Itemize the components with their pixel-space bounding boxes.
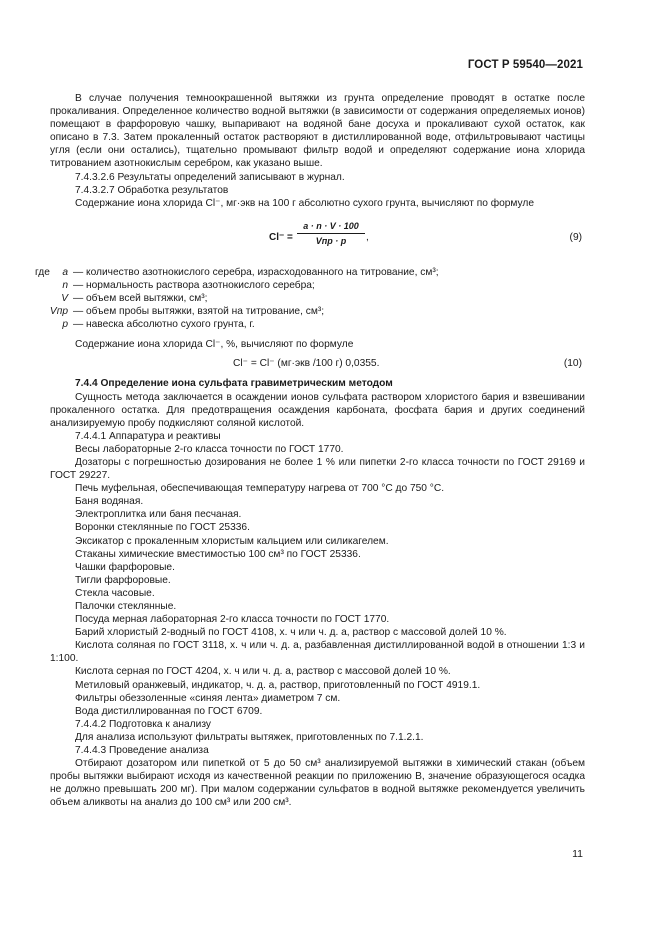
equipment-item: Вода дистиллированная по ГОСТ 6709. [75, 705, 263, 717]
section-7-4-4-heading: 7.4.4 Определение иона сульфата гравиметрическим методом [75, 378, 393, 390]
where-word: где [35, 266, 50, 278]
definition-p: — навеска абсолютно сухого грунта, г. [73, 319, 255, 331]
formula-9-numerator: a · n · V · 100 [297, 220, 365, 234]
method-essence: Сущность метода заключается в осаждении ионов сульфата раствором хлористого бария и взвешивании прокаленного остатка. Для предотвращения осаждения карбоната, фосфата бария и других соединений анализируемую пробу подкисляют соляной кислотой. [50, 391, 585, 429]
definition-v-pr: — объем пробы вытяжки, взятой на титрование, см³; [73, 306, 325, 318]
equipment-item: Кислота соляная по ГОСТ 3118, х. ч или ч. д. а, разбавленная дистиллированной водой в отношении 1:3 и 1:100. [50, 640, 585, 665]
clause-7-4-3-2-6: 7.4.3.2.6 Результаты определений записывают в журнал. [75, 171, 345, 183]
equipment-item: Метиловый оранжевый, индикатор, ч. д. а, раствор, приготовленный по ГОСТ 4919.1. [75, 679, 481, 691]
equipment-item: Печь муфельная, обеспечивающая температуру нагрева от 700 °С до 750 °С. [75, 483, 445, 495]
equipment-item: Баня водяная. [75, 496, 144, 508]
equipment-item: Тигли фарфоровые. [75, 574, 171, 586]
equipment-item: Фильтры обеззоленные «синяя лента» диаметром 7 см. [75, 692, 341, 704]
formula-9-fraction [297, 220, 365, 247]
definition-v: — объем всей вытяжки, см³; [73, 293, 208, 305]
equipment-item: Дозаторы с погрешностью дозирования не более 1 % или пипетки 2-го класса точности по ГОСТ 29169 и ГОСТ 29227. [50, 456, 585, 482]
equipment-item: Стекла часовые. [75, 587, 155, 599]
symbol-v-pr: Vпр [49, 306, 68, 318]
definition-n: — нормальность раствора азотнокислого серебра; [73, 279, 315, 291]
symbol-a: a [62, 266, 68, 278]
equipment-item: Воронки стеклянные по ГОСТ 25336. [75, 522, 250, 534]
page-content [35, 92, 585, 810]
definition-a: — количество азотнокислого серебра, израсходованного на титрование, см³; [73, 266, 439, 278]
intro-paragraph: В случае получения темноокрашенной вытяжки из грунта определение проводят в остатке после прокаливания. Определенное количество водной вытяжки (в зависимости от содержания определяемых ионов) помещают в фарфоровую чашку, выпаривают на водяной бане досуха и прокаливают сухой остаток, как описано в 7.3. Затем прокаленный остаток растворяют в дистиллированной воде, отфильтровывают частицы угля (если они остались), тщательно промывают фильтр водой и определяют содержание иона хлорида титрованием азотнокислым серебром, как указано выше. [50, 93, 585, 170]
symbol-p: p [62, 319, 68, 331]
equipment-item: Барий хлористый 2-водный по ГОСТ 4108, х. ч или ч. д. а, раствор с массовой долей 10 %. [75, 627, 507, 639]
definition-row [50, 305, 585, 318]
equipment-list [50, 443, 585, 718]
percent-formula-intro: Содержание иона хлорида Cl⁻, %, вычисляют по формуле [75, 339, 354, 351]
chloride-formula-intro: Содержание иона хлорида Cl⁻, мг·экв на 100 г абсолютно сухого грунта, вычисляют по формуле [75, 197, 535, 209]
equipment-item: Стаканы химические вместимостью 100 см³ по ГОСТ 25336. [75, 548, 361, 560]
equipment-item: Палочки стеклянные. [75, 601, 177, 612]
clause-7-4-4-3: 7.4.4.3 Проведение анализа [75, 745, 209, 757]
formula-9-lhs: Cl⁻ = [269, 231, 293, 243]
procedure-text: Отбирают дозатором или пипеткой от 5 до 50 см³ анализируемой вытяжки в химический стакан (объем пробы вытяжки выбирают исходя из качественной реакции по приложению В, значение образующегося осадка не должно превышать 200 мг). При малом содержании сульфатов в водной вытяжке рекомендуется увеличить объем аликвоты на анализ до 100 см³ или 200 см³. [50, 758, 585, 809]
clause-7-4-4-1: 7.4.4.1 Аппаратура и реактивы [75, 430, 221, 442]
formula-9-comma: , [366, 231, 369, 243]
formula-9-number: (9) [569, 231, 582, 243]
standard-header: ГОСТ Р 59540—2021 [467, 59, 583, 71]
definition-row [50, 292, 585, 305]
formula-10 [50, 357, 585, 371]
definition-row [35, 266, 585, 279]
definition-row [50, 318, 585, 331]
formula-9-denominator: Vпр · p [315, 235, 347, 246]
formula-9 [50, 218, 585, 258]
equipment-item: Кислота серная по ГОСТ 4204, х. ч или ч. д. а, раствор с массовой долей 10 %. [75, 666, 451, 678]
formula-10-expression: Cl⁻ = Cl⁻ (мг·экв /100 г) 0,0355. [233, 358, 380, 370]
symbol-v: V [61, 293, 68, 305]
equipment-item: Весы лабораторные 2-го класса точности по ГОСТ 1770. [75, 443, 344, 455]
equipment-item: Эксикатор с прокаленным хлористым кальцием или силикагелем. [75, 535, 389, 547]
equipment-item: Электроплитка или баня песчаная. [75, 509, 242, 521]
equipment-item: Чашки фарфоровые. [75, 561, 175, 573]
variable-definitions [35, 266, 585, 331]
equipment-item: Посуда мерная лабораторная 2-го класса точности по ГОСТ 1770. [75, 614, 390, 626]
symbol-n: n [62, 279, 68, 291]
preparation-text: Для анализа используют фильтраты вытяжек, приготовленных по 7.1.2.1. [75, 731, 424, 743]
definition-row [50, 279, 585, 292]
clause-7-4-4-2: 7.4.4.2 Подготовка к анализу [75, 718, 211, 730]
formula-10-number: (10) [563, 358, 582, 370]
clause-7-4-3-2-7: 7.4.3.2.7 Обработка результатов [75, 184, 229, 196]
page-number: 11 [572, 848, 583, 860]
